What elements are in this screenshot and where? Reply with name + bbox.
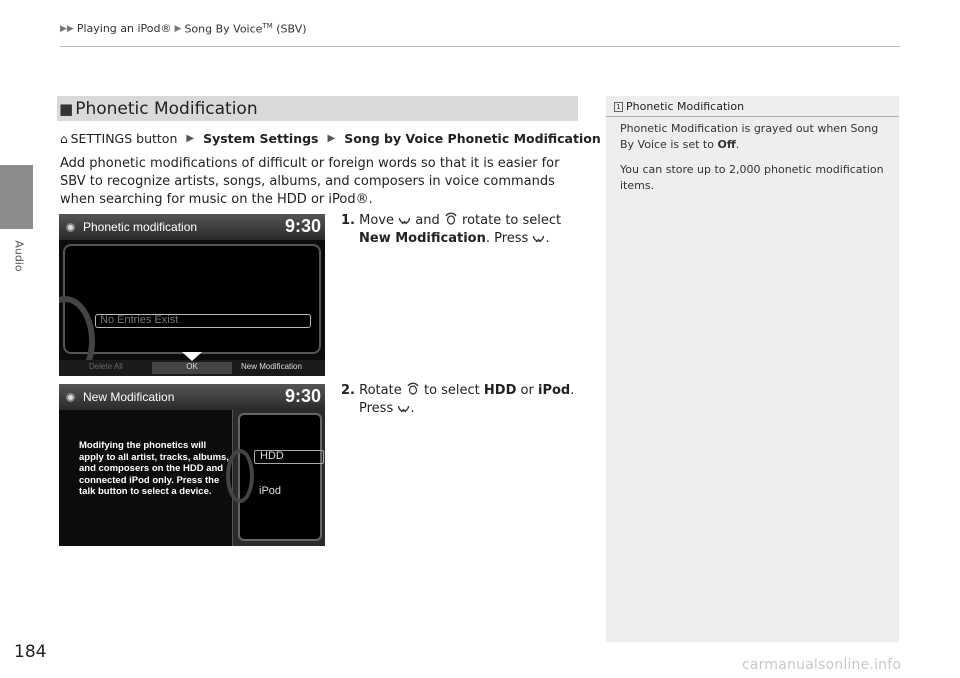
caret-down-icon [182, 352, 202, 361]
list-entry[interactable]: No Entries Exist [95, 314, 311, 328]
breadcrumb-arrow-icon: ▶▶ [60, 23, 74, 34]
device-list-frame [238, 413, 322, 541]
step-target: New Modification [359, 231, 486, 246]
new-modification-button[interactable]: New Modification [241, 362, 302, 371]
section-heading [57, 96, 578, 121]
device-option-hdd[interactable]: HDD [254, 450, 324, 464]
breadcrumb-item-sbv: Song By Voice™ (SBV) [184, 22, 307, 36]
step-target: HDD [483, 383, 517, 398]
device-panel [232, 410, 325, 546]
step-text: to select [423, 383, 480, 398]
breadcrumb [60, 22, 307, 36]
section-description: Add phonetic modifications of difficult or foreign words so that it is easier for SBV to recognize artists, songs, albums, and composers in voice commands when searching for music on the HDD or iPod®. [60, 156, 560, 207]
screen-clock: 9:30 [284, 216, 321, 236]
side-note-title: Phonetic Modification [626, 100, 745, 113]
device-option-ipod[interactable]: iPod [259, 485, 282, 497]
path-arrow-icon: ▶ [186, 133, 195, 144]
breadcrumb-arrow-icon: ▶ [174, 23, 182, 34]
square-bullet-icon: ■ [59, 99, 74, 118]
side-note-heading [614, 100, 744, 113]
selector-knob-icon [226, 449, 254, 503]
step-text: Press [359, 401, 394, 416]
screen-phonetic-modification [59, 214, 325, 376]
path-start: SETTINGS button [70, 131, 178, 146]
screen-new-modification [59, 384, 325, 546]
page-number: 184 [14, 642, 47, 662]
path-step-sbv-phonetic: Song by Voice Phonetic Modification [344, 131, 601, 146]
section-title: Phonetic Modification [75, 98, 258, 119]
note-number-icon: 1 [614, 102, 623, 112]
step-text: rotate to select [462, 213, 562, 228]
step-2: 2. Rotate to select HDD or iPod. Press . [341, 383, 575, 416]
step-number: 2. [341, 383, 355, 398]
menu-path [60, 131, 601, 146]
step-1: 1. Move and rotate to select New Modification. Press . [341, 213, 562, 246]
ok-button[interactable]: OK [152, 362, 232, 374]
softkey-bar [59, 360, 325, 376]
path-step-system-settings: System Settings [203, 131, 319, 146]
step-target: iPod [537, 383, 571, 398]
screen-titlebar [59, 384, 325, 410]
watermark: carmanualsonline.info [742, 657, 902, 673]
interface-dial-rotate-icon [406, 382, 420, 396]
step-text: . Press [485, 231, 529, 246]
interface-dial-rotate-icon [444, 212, 458, 226]
side-note [606, 96, 899, 642]
status-dot-icon [66, 393, 75, 402]
delete-all-button[interactable]: Delete All [89, 362, 123, 371]
step-text: or [520, 383, 534, 398]
interface-dial-push-icon [397, 400, 410, 414]
screen-clock: 9:30 [284, 386, 321, 406]
home-icon: ⌂ [60, 131, 68, 146]
side-note-divider [606, 116, 899, 117]
step-number: 1. [341, 213, 355, 228]
screen-title: Phonetic modification [83, 220, 198, 234]
status-dot-icon [66, 223, 75, 232]
screen-list-frame [63, 244, 321, 354]
path-arrow-icon: ▶ [327, 133, 336, 144]
side-note-paragraph: You can store up to 2,000 phonetic modification items. [620, 163, 884, 192]
screen-message: Modifying the phonetics will apply to all artist, tracks, albums, and composers on the HDD and connected iPod only. Press the talk button to select a device. [79, 440, 229, 497]
step-text: Move [359, 213, 394, 228]
breadcrumb-item-ipod: Playing an iPod® [76, 22, 172, 36]
screen-titlebar [59, 214, 325, 240]
side-note-paragraph: Phonetic Modification is grayed out when Song By Voice is set to Off. [620, 122, 879, 151]
screen-title: New Modification [83, 390, 175, 404]
step-text: and [415, 213, 440, 228]
step-text: Rotate [359, 383, 402, 398]
interface-dial-push-icon [398, 212, 411, 226]
chapter-label: Audio [12, 240, 26, 272]
chapter-tab [0, 165, 33, 229]
header-divider [60, 46, 900, 47]
interface-dial-push-icon [532, 230, 545, 244]
